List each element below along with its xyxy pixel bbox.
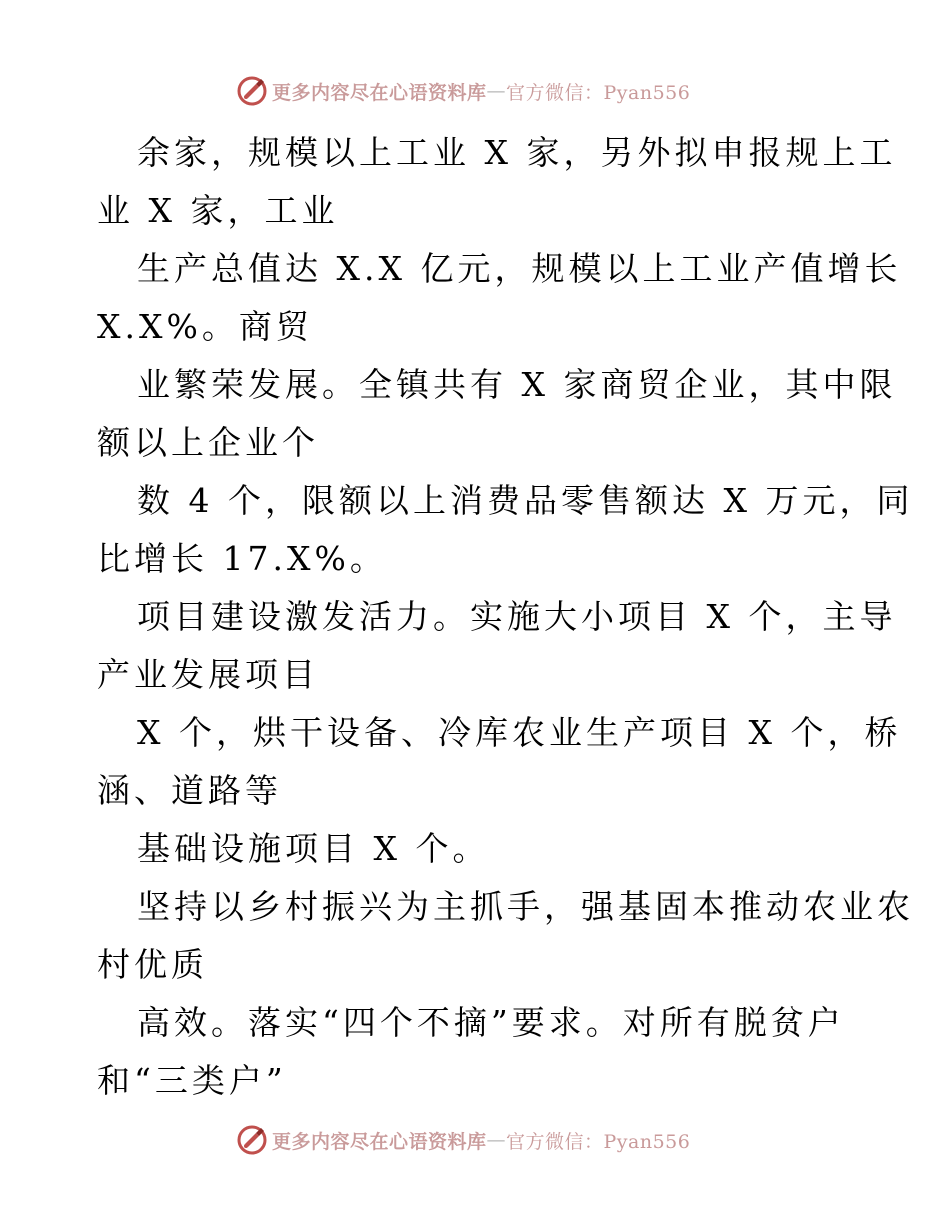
text-line: 高效。落实“四个不摘”要求。对所有脱贫户 [137, 1003, 845, 1042]
text-line: 产业发展项目 [97, 655, 319, 694]
text-line: 项目建设激发活力。实施大小项目 X 个，主导 [137, 597, 897, 636]
footer-watermark [236, 1122, 690, 1158]
brand-logo-icon [236, 75, 268, 107]
text-line: 和“三类户” [97, 1061, 287, 1100]
text-line: 比增长 17.X%。 [97, 539, 387, 578]
text-line: X 个，烘干设备、冷库农业生产项目 X 个，桥 [137, 713, 902, 752]
text-line: 额以上企业个 [97, 423, 319, 462]
text-line: 生产总值达 X.X 亿元，规模以上工业产值增长 [137, 249, 902, 288]
watermark-main-text: 更多内容尽在心语资料库 [272, 1130, 487, 1153]
text-line: 坚持以乡村振兴为主抓手，强基固本推动农业农 [137, 887, 914, 926]
watermark-separator: — [486, 80, 507, 102]
text-line: 业 X 家，工业 [97, 191, 339, 230]
watermark-wechat-text: 官方微信：Pyan556 [506, 81, 691, 104]
watermark-wechat-text: 官方微信：Pyan556 [506, 1130, 691, 1153]
header-watermark [236, 73, 690, 109]
text-line: 基础设施项目 X 个。 [137, 829, 490, 868]
text-line: 余家，规模以上工业 X 家，另外拟申报规上工 [137, 133, 897, 172]
text-line: X.X%。商贸 [97, 307, 313, 346]
document-body [97, 124, 914, 1110]
watermark-main-text: 更多内容尽在心语资料库 [272, 81, 487, 104]
watermark-separator: — [486, 1129, 507, 1151]
brand-logo-icon [236, 1124, 268, 1156]
text-line: 村优质 [97, 945, 208, 984]
text-line: 涵、道路等 [97, 771, 282, 810]
text-line: 业繁荣发展。全镇共有 X 家商贸企业，其中限 [137, 365, 897, 404]
text-line: 数 4 个，限额以上消费品零售额达 X 万元，同 [137, 481, 914, 520]
